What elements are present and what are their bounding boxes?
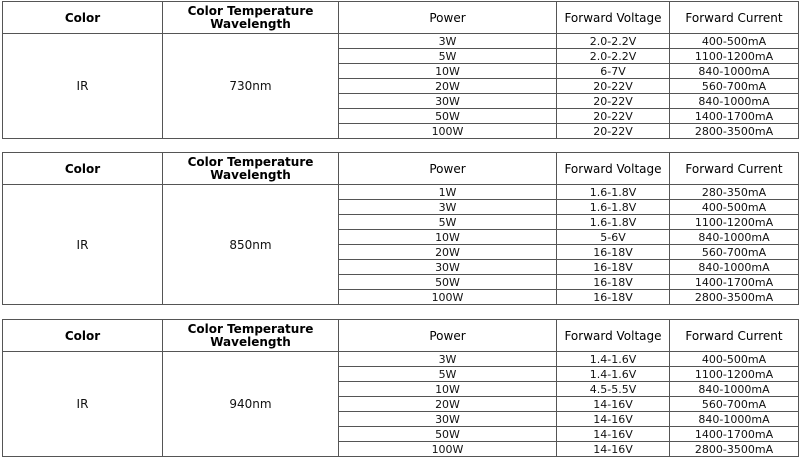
header-forward-current: Forward Current	[670, 320, 799, 352]
voltage-cell: 14-16V	[557, 412, 670, 427]
header-forward-voltage: Forward Voltage	[557, 153, 670, 185]
current-cell: 2800-3500mA	[670, 442, 799, 457]
header-temperature-label: Color Temperature	[187, 3, 314, 18]
power-cell: 20W	[339, 397, 557, 412]
color-cell: IR	[3, 34, 163, 139]
current-cell: 280-350mA	[670, 185, 799, 200]
current-cell: 2800-3500mA	[670, 124, 799, 139]
header-temperature-wavelength	[163, 153, 339, 185]
header-wavelength-label: Wavelength	[210, 167, 291, 182]
power-cell: 5W	[339, 49, 557, 64]
power-cell: 50W	[339, 109, 557, 124]
power-cell: 100W	[339, 290, 557, 305]
spec-table-2	[2, 152, 799, 305]
current-cell: 560-700mA	[670, 79, 799, 94]
header-temperature-wavelength	[163, 2, 339, 34]
voltage-cell: 1.4-1.6V	[557, 367, 670, 382]
voltage-cell: 5-6V	[557, 230, 670, 245]
table-header-row	[3, 153, 799, 185]
power-cell: 10W	[339, 382, 557, 397]
power-cell: 30W	[339, 412, 557, 427]
wavelength-cell: 730nm	[163, 34, 339, 139]
voltage-cell: 16-18V	[557, 275, 670, 290]
current-cell: 560-700mA	[670, 397, 799, 412]
power-cell: 5W	[339, 215, 557, 230]
voltage-cell: 6-7V	[557, 64, 670, 79]
current-cell: 2800-3500mA	[670, 290, 799, 305]
header-forward-voltage: Forward Voltage	[557, 2, 670, 34]
power-cell: 100W	[339, 124, 557, 139]
power-cell: 50W	[339, 427, 557, 442]
header-power: Power	[339, 153, 557, 185]
header-forward-current: Forward Current	[670, 153, 799, 185]
voltage-cell: 1.6-1.8V	[557, 185, 670, 200]
voltage-cell: 1.6-1.8V	[557, 200, 670, 215]
current-cell: 1400-1700mA	[670, 275, 799, 290]
voltage-cell: 2.0-2.2V	[557, 34, 670, 49]
voltage-cell: 4.5-5.5V	[557, 382, 670, 397]
current-cell: 400-500mA	[670, 200, 799, 215]
power-cell: 20W	[339, 79, 557, 94]
current-cell: 400-500mA	[670, 34, 799, 49]
header-color: Color	[3, 2, 163, 34]
current-cell: 1400-1700mA	[670, 109, 799, 124]
power-cell: 30W	[339, 260, 557, 275]
wavelength-cell: 850nm	[163, 185, 339, 305]
voltage-cell: 16-18V	[557, 290, 670, 305]
voltage-cell: 14-16V	[557, 427, 670, 442]
voltage-cell: 1.4-1.6V	[557, 352, 670, 367]
table-row	[3, 352, 799, 367]
current-cell: 560-700mA	[670, 245, 799, 260]
current-cell: 840-1000mA	[670, 230, 799, 245]
power-cell: 5W	[339, 367, 557, 382]
header-temperature-label: Color Temperature	[187, 321, 314, 336]
power-cell: 3W	[339, 34, 557, 49]
current-cell: 840-1000mA	[670, 64, 799, 79]
voltage-cell: 2.0-2.2V	[557, 49, 670, 64]
header-wavelength-label: Wavelength	[210, 16, 291, 31]
power-cell: 30W	[339, 94, 557, 109]
header-forward-current: Forward Current	[670, 2, 799, 34]
voltage-cell: 16-18V	[557, 260, 670, 275]
voltage-cell: 14-16V	[557, 397, 670, 412]
voltage-cell: 20-22V	[557, 109, 670, 124]
spec-table-1	[2, 1, 799, 139]
current-cell: 840-1000mA	[670, 412, 799, 427]
header-forward-voltage: Forward Voltage	[557, 320, 670, 352]
power-cell: 20W	[339, 245, 557, 260]
current-cell: 1100-1200mA	[670, 215, 799, 230]
power-cell: 1W	[339, 185, 557, 200]
voltage-cell: 14-16V	[557, 442, 670, 457]
header-temperature-wavelength	[163, 320, 339, 352]
power-cell: 3W	[339, 352, 557, 367]
current-cell: 840-1000mA	[670, 382, 799, 397]
voltage-cell: 16-18V	[557, 245, 670, 260]
header-temperature-label: Color Temperature	[187, 154, 314, 169]
wavelength-cell: 940nm	[163, 352, 339, 457]
current-cell: 400-500mA	[670, 352, 799, 367]
header-wavelength-label: Wavelength	[210, 334, 291, 349]
power-cell: 10W	[339, 64, 557, 79]
table-header-row	[3, 320, 799, 352]
header-color: Color	[3, 320, 163, 352]
current-cell: 840-1000mA	[670, 94, 799, 109]
header-power: Power	[339, 320, 557, 352]
current-cell: 1400-1700mA	[670, 427, 799, 442]
table-row	[3, 185, 799, 200]
color-cell: IR	[3, 185, 163, 305]
table-header-row	[3, 2, 799, 34]
voltage-cell: 20-22V	[557, 124, 670, 139]
voltage-cell: 1.6-1.8V	[557, 215, 670, 230]
spec-table-3	[2, 319, 799, 457]
power-cell: 10W	[339, 230, 557, 245]
color-cell: IR	[3, 352, 163, 457]
current-cell: 1100-1200mA	[670, 367, 799, 382]
table-row	[3, 34, 799, 49]
voltage-cell: 20-22V	[557, 94, 670, 109]
header-power: Power	[339, 2, 557, 34]
voltage-cell: 20-22V	[557, 79, 670, 94]
power-cell: 100W	[339, 442, 557, 457]
current-cell: 840-1000mA	[670, 260, 799, 275]
power-cell: 50W	[339, 275, 557, 290]
current-cell: 1100-1200mA	[670, 49, 799, 64]
power-cell: 3W	[339, 200, 557, 215]
header-color: Color	[3, 153, 163, 185]
